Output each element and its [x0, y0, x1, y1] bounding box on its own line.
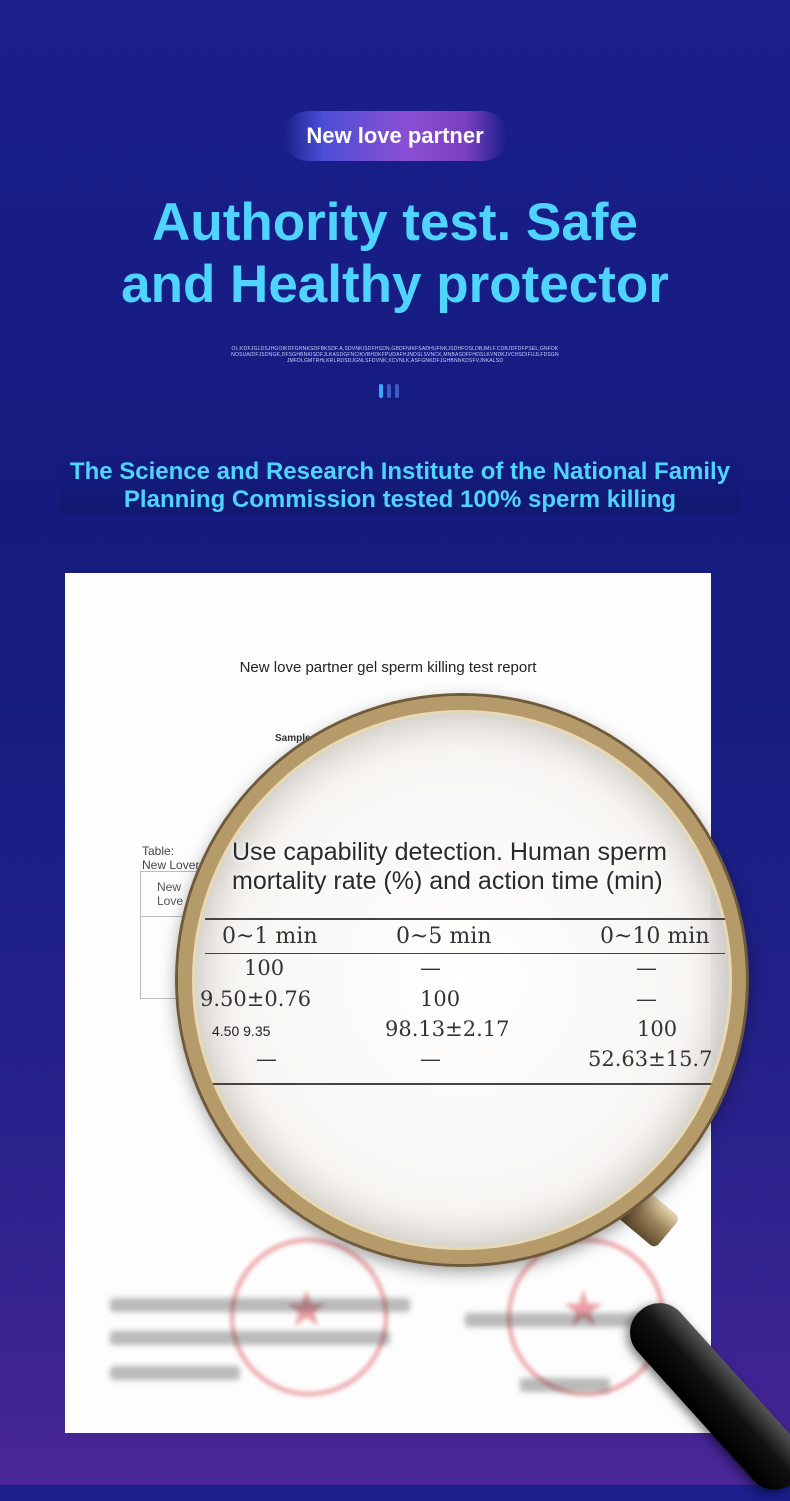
lens-title-line-2: mortality rate (%) and action time (min)	[232, 867, 663, 895]
headline-line-2: and Healthy protector	[121, 255, 669, 314]
table-cell: —	[420, 956, 441, 980]
blurred-text-line	[110, 1366, 240, 1380]
table-cell: 100	[637, 1017, 678, 1041]
lens-table-rule-top	[205, 918, 725, 920]
lens-table-rule-header	[205, 953, 725, 954]
lens-content	[178, 696, 746, 1264]
table-label	[142, 844, 199, 872]
table-cell	[157, 880, 183, 908]
lens-title-line-1: Use capability detection. Human sperm	[232, 838, 667, 866]
official-seal-left	[230, 1238, 388, 1396]
table-cell-line-2: Love	[157, 894, 184, 908]
magnifying-glass	[178, 696, 746, 1264]
brand-badge: New love partner	[283, 111, 507, 161]
column-header-10min: 0~10 min	[600, 924, 710, 949]
headline	[0, 192, 790, 316]
page-indicator	[379, 384, 403, 399]
lens-table-rule-bottom	[205, 1083, 725, 1085]
lens-title	[232, 838, 702, 896]
subheading-line-1: The Science and Research Institute of the National Family	[69, 458, 731, 485]
table-cell: —	[636, 987, 657, 1011]
fine-print: OL;KDFJGLDSJHGOIKDFGHNKSDFBKSDF.A,SDVNKISDFHSDN,GBDFNIKFSADHUFNKJSDHFOSLDBJMLF.CDBJDFDFPSEL;GNFDKNOSUAIDFJSDNGK,DFSGHBNKISDFJLKASDGFNCIKVBHDKFPUDAFHJNDSLSVNCK,MNBASDFFHDSLKVNDKJVCHSDIFUJLFDSGNJMFDLGMTRHLKRLRDSDJGNLSFDVNK;XCVNLK,ASFGNKDFJGHBNNKDSFVJNKALSD	[231, 346, 559, 364]
blurred-text-line	[520, 1378, 610, 1392]
table-cell: 4.50 9.35	[212, 1023, 271, 1039]
indicator-dot-active	[379, 384, 383, 398]
table-cell: —	[636, 956, 657, 980]
table-cell: 9.50±0.76	[200, 987, 312, 1011]
sample-label: Sample	[275, 733, 311, 744]
column-header-1min: 0~1 min	[222, 924, 318, 949]
table-label-line-2: New Lover	[142, 858, 200, 872]
subheading-line-2: Planning Commission tested 100% sperm killing	[123, 486, 677, 513]
blurred-text-line	[110, 1298, 410, 1312]
blurred-text-line	[110, 1331, 390, 1345]
table-cell: 100	[420, 987, 461, 1011]
column-header-5min: 0~5 min	[396, 924, 492, 949]
table-cell: 98.13±2.17	[385, 1017, 510, 1041]
table-cell: —	[420, 1047, 441, 1071]
report-title: New love partner gel sperm killing test report	[239, 659, 537, 676]
subheading	[60, 458, 740, 514]
table-cell: 100	[244, 956, 285, 980]
table-label-line-1: Table:	[142, 844, 175, 858]
table-cell: —	[256, 1047, 277, 1071]
indicator-dot	[395, 384, 399, 398]
indicator-dot	[387, 384, 391, 398]
headline-line-1: Authority test. Safe	[152, 193, 638, 252]
table-cell: 52.63±15.7	[588, 1047, 713, 1071]
table-cell-line-1: New	[157, 880, 182, 894]
blurred-text-line	[465, 1313, 655, 1327]
